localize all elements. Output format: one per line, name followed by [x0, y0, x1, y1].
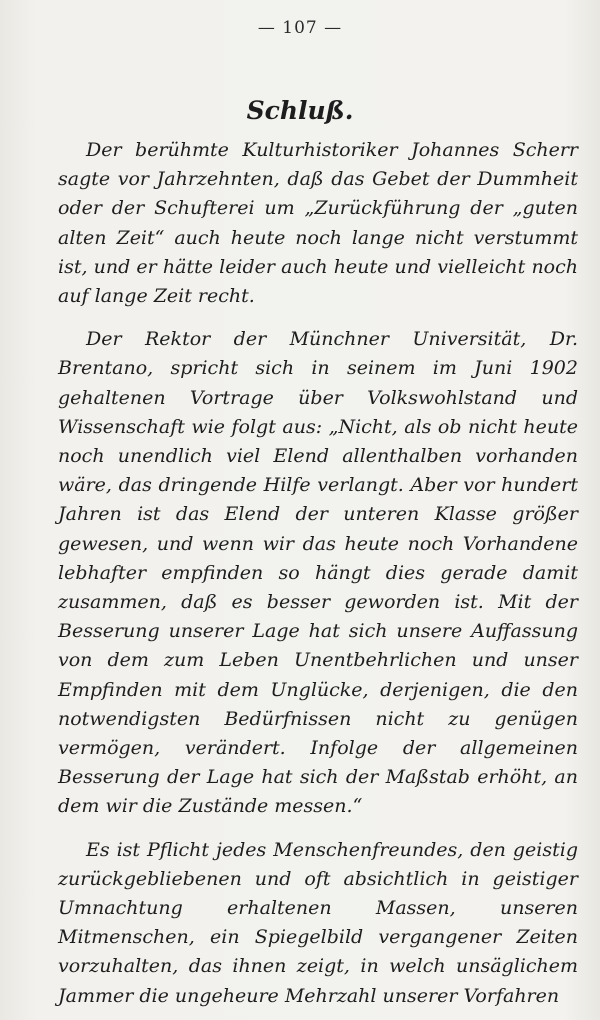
section-heading: Schluß.	[246, 96, 354, 125]
body-text	[58, 136, 578, 1011]
paragraph-1: Der berühmte Kulturhistoriker Johannes Scherr sagte vor Jahrzehnten, daß das Gebet der Dummheit oder der Schufterei um „Zurückführung der „guten alten Zeit“ auch heute noch lange nicht verstummt ist, und er hätte leider auch heute und vielleicht noch auf lange Zeit recht.	[58, 139, 578, 308]
paragraph-3: Es ist Pflicht jedes Menschenfreundes, den geistig zurückgebliebenen und oft absichtlich in geistiger Umnachtung erhaltenen Massen, unseren Mitmenschen, ein Spiegelbild vergangener Zeiten vorzuhalten, das ihnen zeigt, in welch unsäglichem Jammer die ungeheure Mehrzahl unserer Vorfahren	[58, 838, 578, 1007]
page-number: — 107 —	[257, 18, 343, 38]
paragraph-2: Der Rektor der Münchner Universität, Dr. Brentano, spricht sich in seinem im Juni 1902 gehaltenen Vortrage über Volkswohlstand und Wissenschaft wie folgt aus: „Nicht, als ob nicht heute noch unendlich viel Elend allenthalben vorhanden wäre, das dringende Hilfe verlangt. Aber vor hundert Jahren ist das Elend der unteren Klasse größer gewesen, und wenn wir das heute noch Vorhandene lebhafter empfinden so hängt dies gerade damit zusammen, daß es besser geworden ist. Mit der Besserung unserer Lage hat sich unsere Auffassung von dem zum Leben Unentbehrlichen und unser Empfinden mit dem Unglücke, derjenigen, die den notwendigsten Bedürfnissen nicht zu genügen vermögen, verändert. Infolge der allgemeinen Besserung der Lage hat sich der Maßstab erhöht, an dem wir die Zustände messen.“	[58, 328, 578, 818]
